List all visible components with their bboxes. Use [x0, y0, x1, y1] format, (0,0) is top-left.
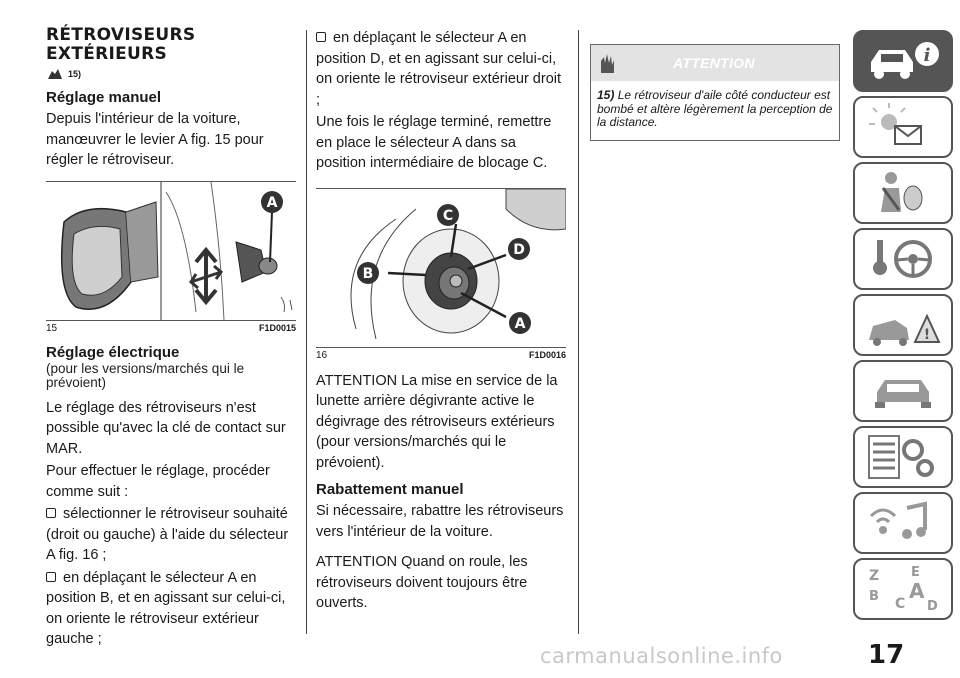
attention-box-text: Le rétroviseur d'aile côté conducteur est bombé et altère légèrement la perception de la distance.: [597, 88, 833, 129]
fig16-label-a: A: [514, 315, 526, 332]
figure-16-caption: [316, 348, 566, 361]
section-title-line2: EXTÉRIEURS: [46, 44, 168, 64]
warning-lights-envelope-icon: [855, 98, 951, 156]
car-info-icon: [855, 32, 951, 90]
figure-15-code: F1D0015: [258, 322, 296, 333]
svg-text:D: D: [927, 599, 938, 614]
figure-15-caption: [46, 321, 296, 334]
manual-adjustment-text: Depuis l'intérieur de la voiture, manœuvrer le levier A fig. 15 pour régler le rétroviseur.: [46, 111, 264, 168]
electric-adjustment-note: (pour les versions/marchés qui le prévoient): [46, 360, 245, 390]
figure-16-code: F1D0016: [528, 349, 566, 360]
svg-text:i: i: [923, 45, 931, 66]
svg-text:Z: Z: [869, 568, 880, 584]
car-crash-warning-icon: [855, 296, 951, 354]
attention-defrost-text: ATTENTION La mise en service de la lunette arrière dégivrante active le dégivrage des rétroviseurs extérieurs (pour versions/marchés qui le prévoient).: [316, 372, 558, 471]
electric-text-1: Le réglage des rétroviseurs n'est possible qu'avec la clé de contact sur MAR.: [46, 399, 286, 457]
tab-safety[interactable]: [853, 162, 953, 224]
alphabet-index-icon: [855, 560, 951, 618]
attention-ref-number: 15): [597, 88, 615, 102]
bullet-text: sélectionner le rétroviseur souhaité (droit ou gauche) à l'aide du sélecteur A fig. 16 ;: [46, 506, 289, 563]
tab-maintenance[interactable]: [853, 360, 953, 422]
bullet-text: en déplaçant le sélecteur A en position D, et en agissant sur celui-ci, on oriente le rétroviseur extérieur droit ;: [316, 30, 562, 108]
figure-15-number: 15: [46, 322, 58, 334]
bullet-item: [46, 504, 296, 566]
svg-text:E: E: [911, 565, 920, 580]
figure-16: [316, 188, 566, 348]
tab-car-info[interactable]: [853, 30, 953, 92]
tab-multimedia[interactable]: [853, 492, 953, 554]
electric-adjustment-heading: Réglage électrique: [46, 343, 180, 361]
watermark: carmanualsonline.info: [540, 644, 783, 668]
checklist-gears-icon: [855, 428, 951, 486]
tab-emergency[interactable]: [853, 294, 953, 356]
column-divider: [578, 30, 579, 634]
fig16-label-d: D: [513, 241, 525, 258]
fig15-label-a: A: [266, 194, 278, 211]
electric-text-2: Pour effectuer le réglage, procéder comme suit :: [46, 463, 270, 500]
seatbelt-airbag-icon: [855, 164, 951, 222]
key-steering-wheel-icon: [855, 230, 951, 288]
bullet-text: en déplaçant le sélecteur A en position B, et en agissant sur celui-ci, on oriente le rétroviseur extérieur gauche ;: [46, 569, 286, 647]
manual-adjustment-heading: Réglage manuel: [46, 89, 162, 106]
wireless-music-icon: [855, 494, 951, 552]
bullet-item: [316, 28, 566, 110]
manual-fold-heading: Rabattement manuel: [316, 481, 464, 498]
warning-hand-icon: [46, 68, 64, 80]
attention-driving-text: ATTENTION Quand on roule, les rétroviseurs doivent toujours être ouverts.: [316, 554, 528, 611]
checkbox-bullet-icon: [316, 32, 326, 42]
attention-box-header: [591, 45, 839, 81]
attention-box-body: [591, 81, 839, 140]
page-number: 17: [868, 640, 905, 670]
fig16-label-b: B: [362, 265, 374, 282]
svg-text:B: B: [869, 589, 879, 604]
tab-warning-lights[interactable]: [853, 96, 953, 158]
warning-hand-icon: [597, 51, 617, 75]
section-title-line1: RÉTROVISEURS: [46, 25, 196, 45]
column-left: [46, 26, 296, 650]
return-selector-text: Une fois le réglage terminé, remettre en place le sélecteur A dans sa position intermédiaire de blocage C.: [316, 114, 552, 171]
bullet-item: [46, 568, 296, 650]
reference-note[interactable]: [46, 67, 296, 81]
column-middle: [316, 26, 566, 614]
attention-box-title: ATTENTION: [673, 55, 755, 71]
car-front-icon: [855, 362, 951, 420]
tab-technical-data[interactable]: [853, 426, 953, 488]
tab-index[interactable]: [853, 558, 953, 620]
figure-15: [46, 181, 296, 321]
svg-text:A: A: [909, 579, 925, 603]
svg-text:C: C: [895, 596, 906, 612]
checkbox-bullet-icon: [46, 508, 56, 518]
reference-number: 15): [68, 69, 82, 79]
manual-fold-text: Si nécessaire, rabattre les rétroviseurs vers l'intérieur de la voiture.: [316, 503, 564, 540]
attention-box: [590, 44, 840, 141]
svg-text:!: !: [923, 327, 931, 343]
tab-starting-driving[interactable]: [853, 228, 953, 290]
mirror-selector-illustration: [316, 189, 566, 347]
checkbox-bullet-icon: [46, 572, 56, 582]
fig16-label-c: C: [442, 207, 454, 224]
mirror-lever-illustration: [46, 182, 296, 320]
column-right: [590, 44, 840, 141]
figure-16-number: 16: [316, 349, 328, 361]
column-divider: [306, 30, 307, 634]
